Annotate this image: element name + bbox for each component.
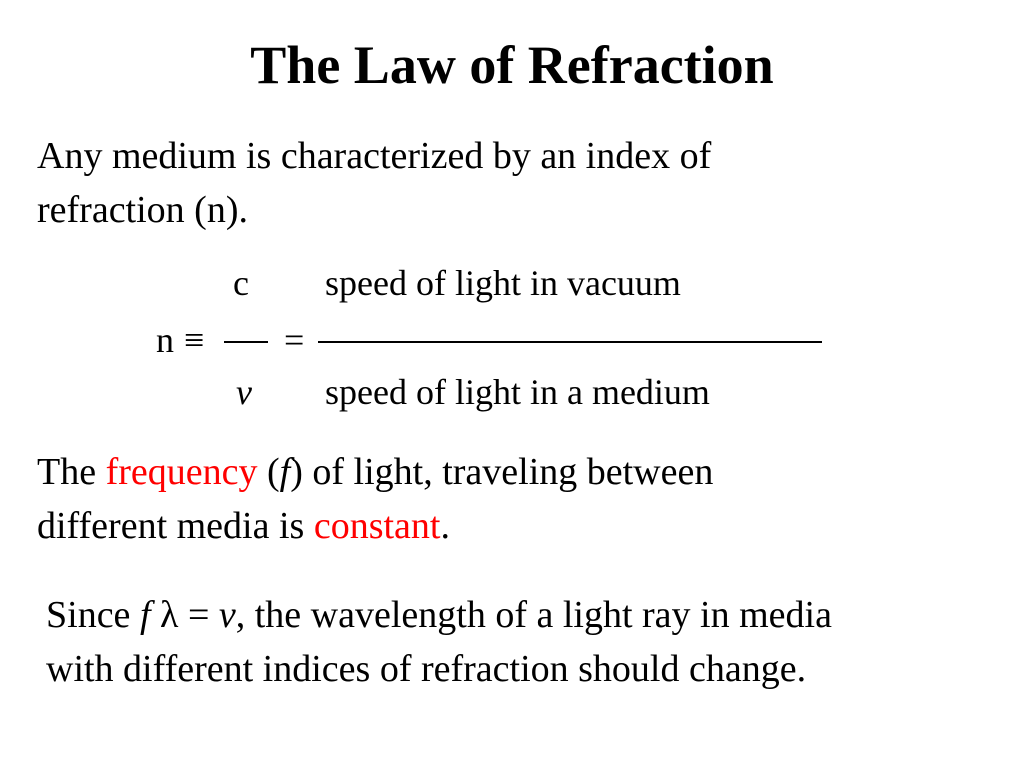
wavelength-line-2: with different indices of refraction should change. — [46, 648, 807, 690]
intro-line-2: refraction (n). — [37, 189, 248, 231]
equation-numerator-text: speed of light in vacuum — [325, 263, 681, 303]
wavelength-paragraph — [46, 588, 832, 696]
intro-line-1: Any medium is characterized by an index of — [37, 135, 712, 177]
equation-denominator-text: speed of light in a medium — [325, 372, 710, 412]
slide-title: The Law of Refraction — [250, 35, 774, 95]
equation-n-symbol: n — [156, 320, 174, 360]
frequency-period: . — [440, 505, 450, 547]
constant-highlight: constant — [313, 505, 441, 547]
equation-equals-symbol: = — [284, 320, 305, 360]
wavelength-v-symbol: v — [218, 594, 236, 636]
wavelength-f-symbol: f — [139, 594, 151, 636]
frequency-the: The — [37, 451, 97, 493]
frequency-paragraph — [37, 445, 713, 553]
frequency-line-1-rest: ) of light, traveling between — [290, 451, 714, 493]
wavelength-since: Since — [46, 594, 131, 636]
wavelength-lambda-symbol: λ — [160, 594, 179, 636]
equation-fraction-bar-short — [224, 341, 268, 343]
frequency-line-2-start: different media is — [37, 505, 305, 547]
frequency-f-symbol: f — [279, 451, 291, 493]
wavelength-equals-symbol: = — [187, 594, 210, 636]
equation-c-symbol: c — [233, 263, 249, 303]
intro-paragraph — [37, 129, 711, 237]
equation-v-symbol: v — [236, 372, 252, 412]
equation-fraction-bar-long — [318, 341, 822, 343]
wavelength-line-1-rest: , the wavelength of a light ray in media — [235, 594, 832, 636]
frequency-highlight: frequency — [105, 451, 258, 493]
equation-equiv-symbol: ≡ — [184, 320, 205, 360]
frequency-paren-open: ( — [267, 451, 280, 493]
